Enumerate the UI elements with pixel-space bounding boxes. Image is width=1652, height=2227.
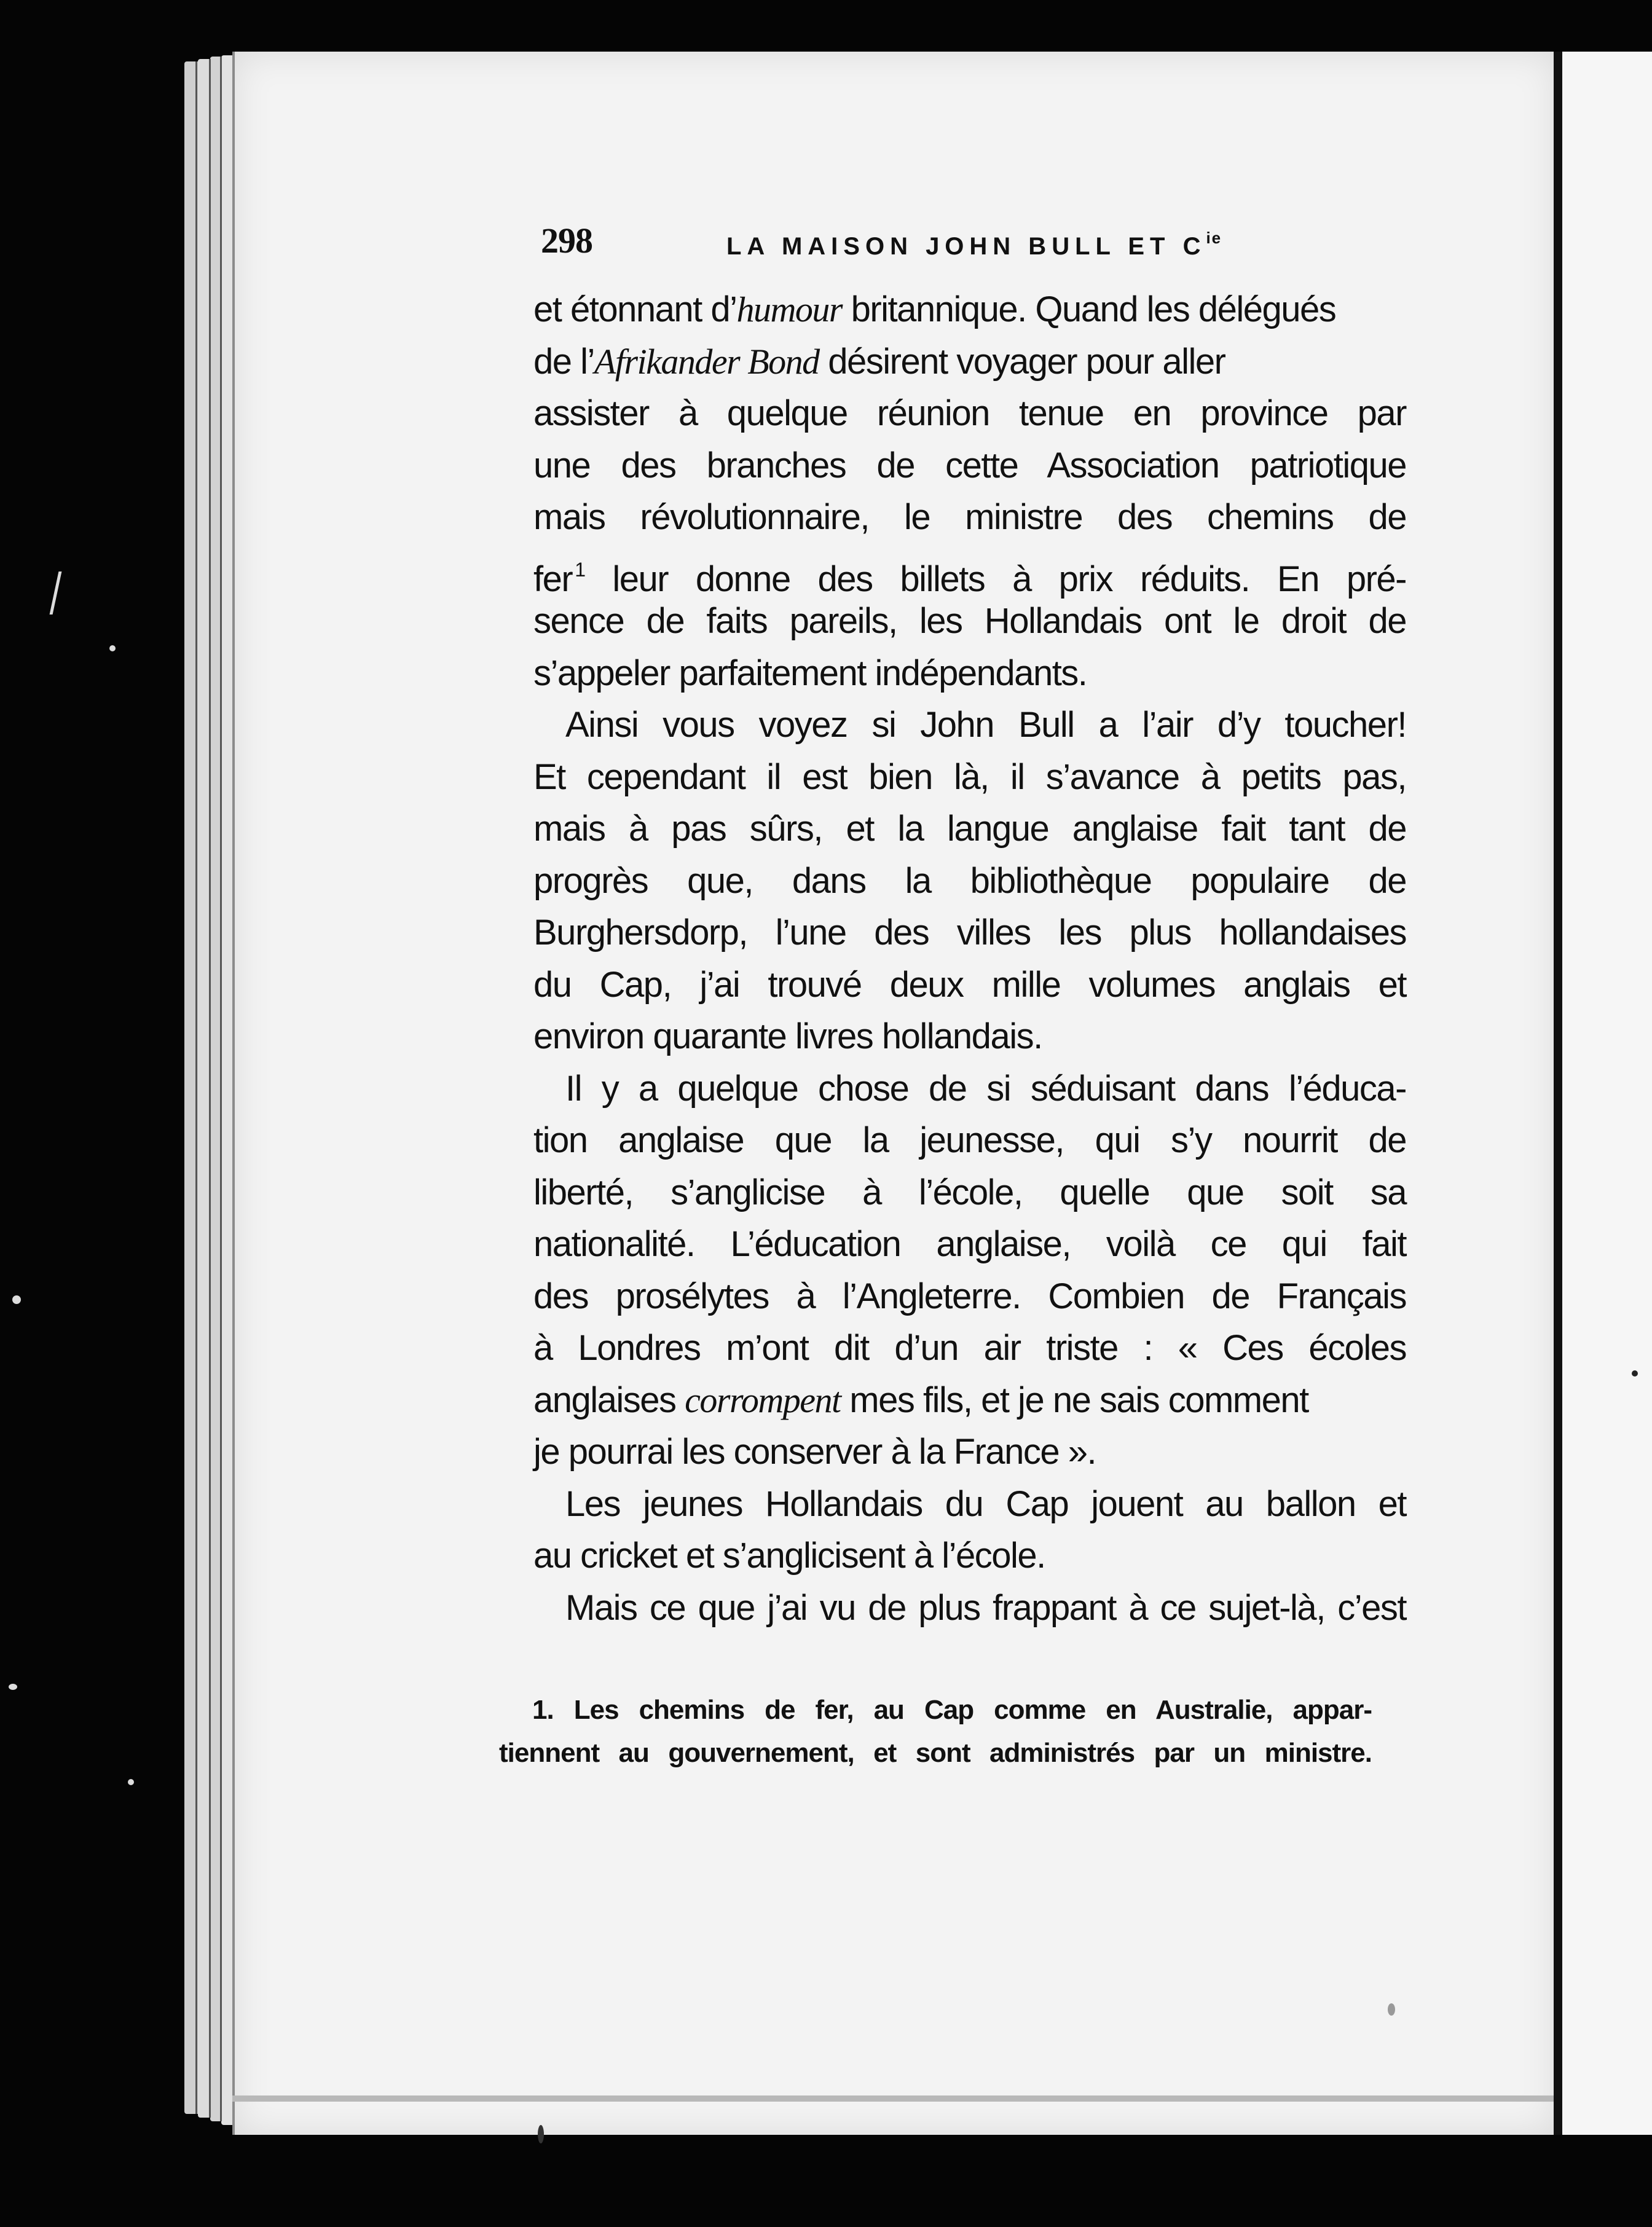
next-page-sliver xyxy=(1562,52,1652,2135)
text-run: tion anglaise que la jeunesse, qui s’y nourrit de xyxy=(533,1120,1406,1160)
text-run: mes fils, et je ne sais comment xyxy=(840,1380,1308,1420)
text-line xyxy=(533,1271,1406,1323)
body-text xyxy=(533,284,1406,1634)
text-run: liberté, s’anglicise à l’école, quelle que soit sa xyxy=(533,1172,1406,1212)
text-run: au cricket et s’anglicisent à l’école. xyxy=(533,1536,1045,1576)
text-run: du Cap, j’ai trouvé deux mille volumes anglais et xyxy=(533,964,1406,1005)
text-line xyxy=(533,284,1406,336)
text-line xyxy=(533,907,1406,959)
text-run: sence de faits pareils, les Hollandais ont le droit de xyxy=(533,601,1406,641)
scan-speck xyxy=(109,645,116,651)
text-run: assister à quelque réunion tenue en province par xyxy=(533,393,1406,433)
text-line xyxy=(533,595,1406,648)
text-run: anglaises xyxy=(533,1380,685,1420)
footnote xyxy=(499,1689,1372,1775)
text-line xyxy=(533,803,1406,855)
scan-speck xyxy=(128,1779,134,1785)
text-run: Ainsi vous voyez si John Bull a l’air d’y toucher! xyxy=(565,705,1406,745)
text-run: Et cependant il est bien là, il s’avance à petits pas, xyxy=(533,756,1406,797)
text-line xyxy=(533,1530,1406,1582)
text-line xyxy=(533,1375,1406,1427)
scan-speck xyxy=(9,1684,17,1690)
text-run: britannique. Quand les délégués xyxy=(841,289,1336,329)
text-run: s’appeler parfaitement indépendants. xyxy=(533,653,1087,693)
text-run: et étonnant d’ xyxy=(533,289,737,329)
text-run: mais révolutionnaire, le ministre des chemins de xyxy=(533,497,1406,537)
text-line xyxy=(533,959,1406,1011)
text-run: je pourrai les conserver à la France ». xyxy=(533,1432,1096,1472)
footnote-line: tiennent au gouvernement, et sont administrés par un ministre. xyxy=(499,1738,1372,1768)
text-line xyxy=(533,1582,1406,1635)
page-bottom-edge xyxy=(232,2095,1554,2102)
running-title xyxy=(726,229,1222,261)
text-line xyxy=(533,1167,1406,1219)
text-line xyxy=(533,1063,1406,1115)
text-line xyxy=(533,1011,1406,1063)
italic-run: humour xyxy=(736,289,842,329)
footnote-line: 1. Les chemins de fer, au Cap comme en Australie, appar- xyxy=(532,1695,1372,1725)
text-line xyxy=(533,1322,1406,1375)
text-run: environ quarante livres hollandais. xyxy=(533,1016,1042,1056)
text-line xyxy=(533,1479,1406,1531)
italic-run: Afrikander Bond xyxy=(594,341,819,382)
text-run: mais à pas sûrs, et la langue anglaise fait tant de xyxy=(533,809,1406,849)
running-title-text: LA MAISON JOHN BULL ET C xyxy=(726,233,1206,260)
text-line xyxy=(533,1426,1406,1479)
running-title-sup: ie xyxy=(1206,229,1222,247)
text-line xyxy=(533,1219,1406,1271)
text-line xyxy=(533,440,1406,492)
book-gutter xyxy=(1554,52,1562,2135)
text-line xyxy=(533,855,1406,908)
text-run: progrès que, dans la bibliothèque populaire de xyxy=(533,860,1406,901)
scan-speck xyxy=(1632,1370,1638,1377)
text-run: Burghersdorp, l’une des villes les plus hollandaises xyxy=(533,913,1406,952)
text-line xyxy=(533,492,1406,544)
page-edge-line xyxy=(195,61,197,2114)
text-line xyxy=(533,699,1406,752)
text-run: Il y a quelque chose de si séduisant dans l’éduca- xyxy=(565,1068,1406,1109)
text-run: nationalité. L’éducation anglaise, voilà ce qui fait xyxy=(533,1224,1406,1264)
text-line xyxy=(533,648,1406,700)
text-run: de l’ xyxy=(533,341,594,382)
page-edge-line xyxy=(209,59,211,2118)
text-run: désirent voyager pour aller xyxy=(819,341,1225,382)
text-run: leur donne des billets à prix réduits. En pré- xyxy=(584,559,1406,599)
scan-speck xyxy=(12,1295,21,1304)
text-line xyxy=(533,544,1406,599)
scan-speck xyxy=(1388,2003,1395,2016)
page-header xyxy=(541,220,1389,269)
text-run: fer xyxy=(533,559,573,599)
text-run: des prosélytes à l’Angleterre. Combien de Français xyxy=(533,1276,1406,1316)
text-line xyxy=(533,1115,1406,1167)
text-line xyxy=(533,752,1406,804)
text-run: Mais ce que j’ai vu de plus frappant à ce sujet-là, c’est xyxy=(565,1587,1406,1628)
italic-run: corrompent xyxy=(685,1380,841,1420)
text-line xyxy=(533,388,1406,440)
footnote-ref: 1 xyxy=(575,558,585,581)
text-line xyxy=(533,336,1406,388)
text-run: une des branches de cette Association patriotique xyxy=(533,445,1406,485)
page-edge-line xyxy=(220,57,222,2121)
text-run: Les jeunes Hollandais du Cap jouent au ballon et xyxy=(565,1483,1406,1524)
text-run: à Londres m’ont dit d’un air triste : « Ces écoles xyxy=(533,1328,1406,1368)
page-number: 298 xyxy=(541,221,592,261)
scan-speck xyxy=(538,2125,544,2143)
